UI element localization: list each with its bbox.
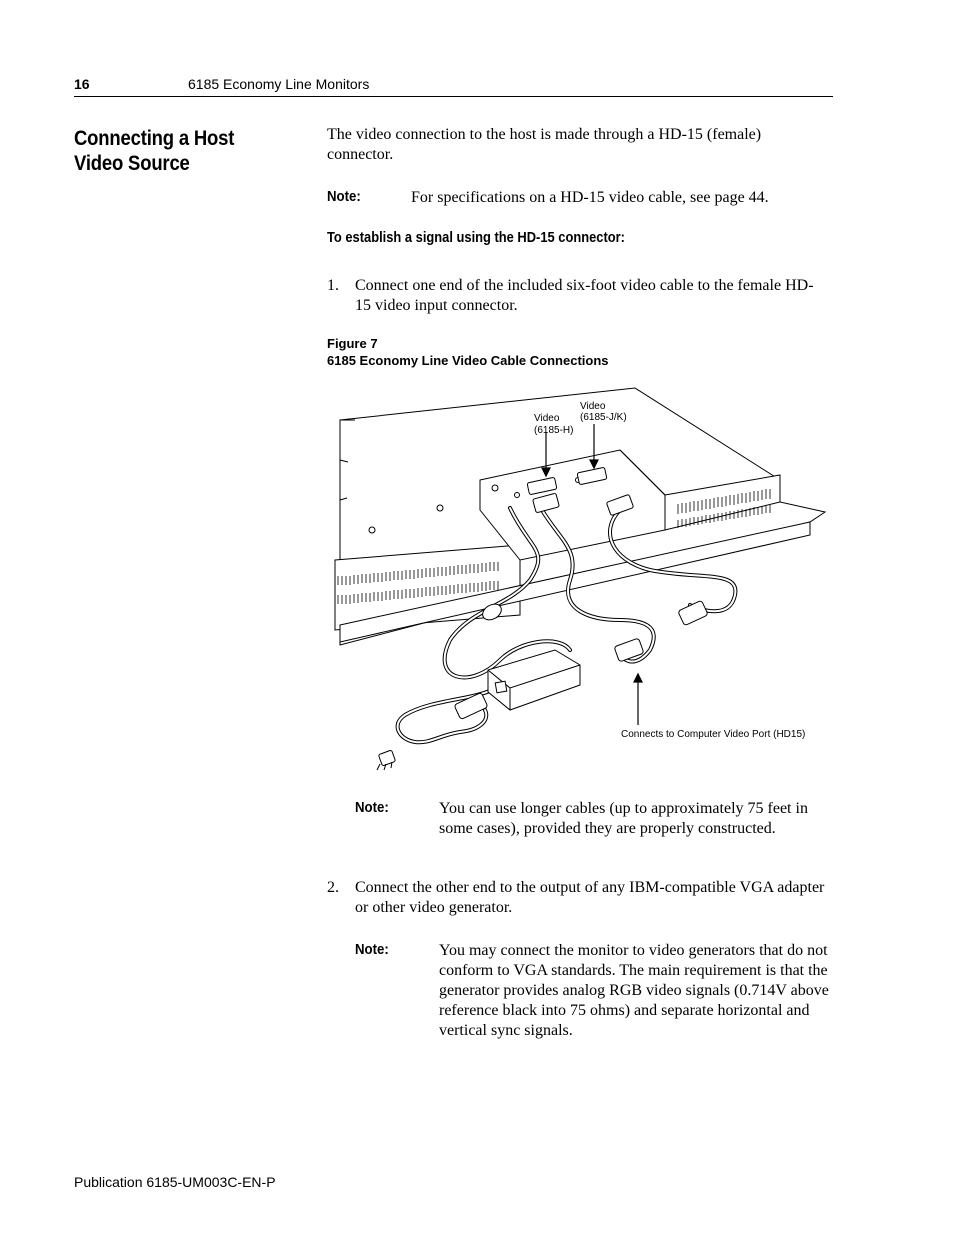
page-number: 16 [74, 76, 90, 92]
procedure-heading: To establish a signal using the HD-15 connector: [327, 229, 625, 246]
note-text: You may connect the monitor to video generators that do not conform to VGA standards. The main requirement is that the generator provides analog RGB video signals (0.714V above reference black into 75 ohms) and separate horizontal and vertical sync signals. [439, 942, 829, 1039]
step-number: 2. [327, 879, 339, 896]
cable-connections-figure [320, 380, 840, 780]
figure-number: Figure 7 [327, 336, 378, 351]
callout-video-jk-line1: Video [580, 401, 606, 412]
note-text: For specifications on a HD-15 video cable, see page 44. [411, 189, 769, 206]
note-text: You can use longer cables (up to approximately 75 feet in some cases), provided they are properly constructed. [439, 800, 808, 837]
callout-video-h-line1: Video [534, 413, 560, 424]
step-text: Connect the other end to the output of any IBM-compatible VGA adapter or other video generator. [355, 879, 825, 916]
note-label: Note: [355, 799, 389, 816]
callout-video-jk-line2: (6185-J/K) [580, 412, 627, 423]
callout-video-h-line2: (6185-H) [534, 425, 574, 436]
figure-label [327, 335, 609, 369]
note-label: Note: [355, 941, 389, 958]
figure-caption: 6185 Economy Line Video Cable Connections [327, 353, 609, 368]
step-text: Connect one end of the included six-foot video cable to the female HD-15 video input connector. [355, 277, 814, 314]
section-title: Connecting a Host Video Source [74, 127, 235, 175]
publication-footer: Publication 6185-UM003C-EN-P [74, 1174, 276, 1190]
running-header-title: 6185 Economy Line Monitors [188, 76, 370, 92]
note-label: Note: [327, 188, 361, 205]
step-number: 1. [327, 277, 339, 294]
header-rule [74, 96, 833, 97]
callout-computer-port: Connects to Computer Video Port (HD15) [621, 729, 806, 740]
arrow-computer-head [634, 674, 642, 682]
intro-paragraph: The video connection to the host is made through a HD-15 (female) connector. [327, 126, 762, 163]
cable-plug-spare [678, 600, 708, 625]
